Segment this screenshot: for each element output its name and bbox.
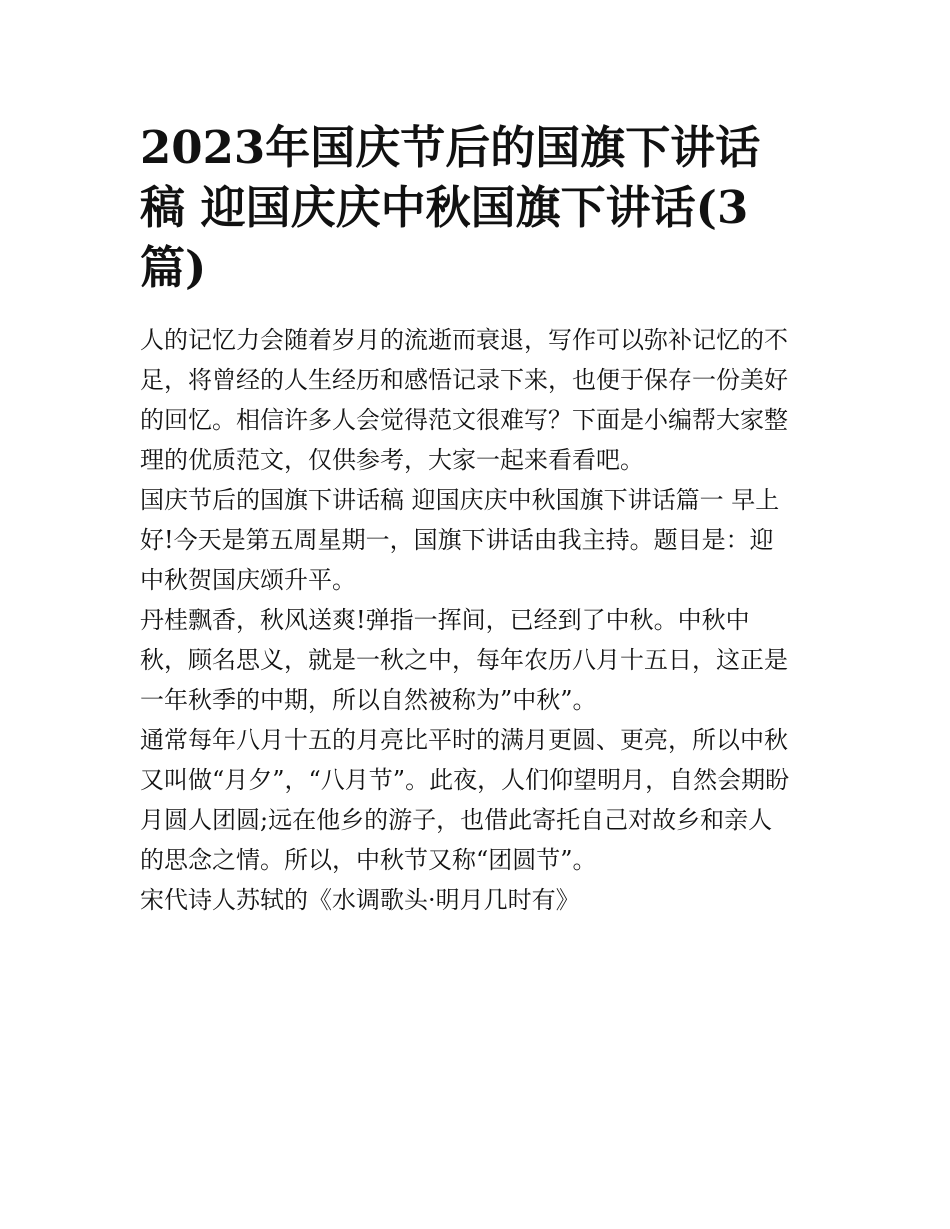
title-line: 2023年国庆节后的国旗下讲话: [140, 121, 761, 174]
text-line: 的思念之情。所以，中秋节又称“团圆节”。: [140, 846, 597, 874]
text-line: 通常每年八月十五的月亮比平时的满月更圆、更亮，所以中秋: [140, 726, 788, 754]
text-line: 宋代诗人苏轼的《水调歌头·明月几时有》: [140, 886, 580, 914]
text-line: 的回忆。相信许多人会觉得范文很难写？下面是小编帮大家整: [140, 406, 788, 434]
document-body: [140, 320, 816, 920]
paragraph-intro: [140, 320, 816, 480]
document-page: [140, 118, 816, 920]
text-line: 一年秋季的中期，所以自然被称为”中秋”。: [140, 686, 597, 714]
paragraph-poem: [140, 880, 816, 920]
text-line: 好!今天是第五周星期一，国旗下讲话由我主持。题目是：迎: [140, 526, 774, 554]
text-line: 秋，顾名思义，就是一秋之中，每年农历八月十五日，这正是: [140, 646, 788, 674]
paragraph-mid-autumn: [140, 600, 816, 720]
text-line: 月圆人团圆;远在他乡的游子，也借此寄托自己对故乡和亲人: [140, 806, 773, 834]
title-line: 稿 迎国庆庆中秋国旗下讲话(3: [140, 181, 749, 234]
text-line: 国庆节后的国旗下讲话稿 迎国庆庆中秋国旗下讲话篇一 早上: [140, 486, 780, 514]
paragraph-moon: [140, 720, 816, 880]
text-line: 理的优质范文，仅供参考，大家一起来看看吧。: [140, 446, 644, 474]
text-line: 中秋贺国庆颂升平。: [140, 566, 356, 594]
text-line: 人的记忆力会随着岁月的流逝而衰退，写作可以弥补记忆的不: [140, 326, 788, 354]
paragraph-speech-opening: [140, 480, 816, 600]
text-line: 又叫做“月夕”，“八月节”。此夜，人们仰望明月，自然会期盼: [140, 766, 790, 794]
text-line: 足，将曾经的人生经历和感悟记录下来，也便于保存一份美好: [140, 366, 788, 394]
document-title: [140, 118, 816, 298]
title-line: 篇): [140, 241, 207, 294]
text-line: 丹桂飘香，秋风送爽!弹指一挥间，已经到了中秋。中秋中: [140, 606, 750, 634]
